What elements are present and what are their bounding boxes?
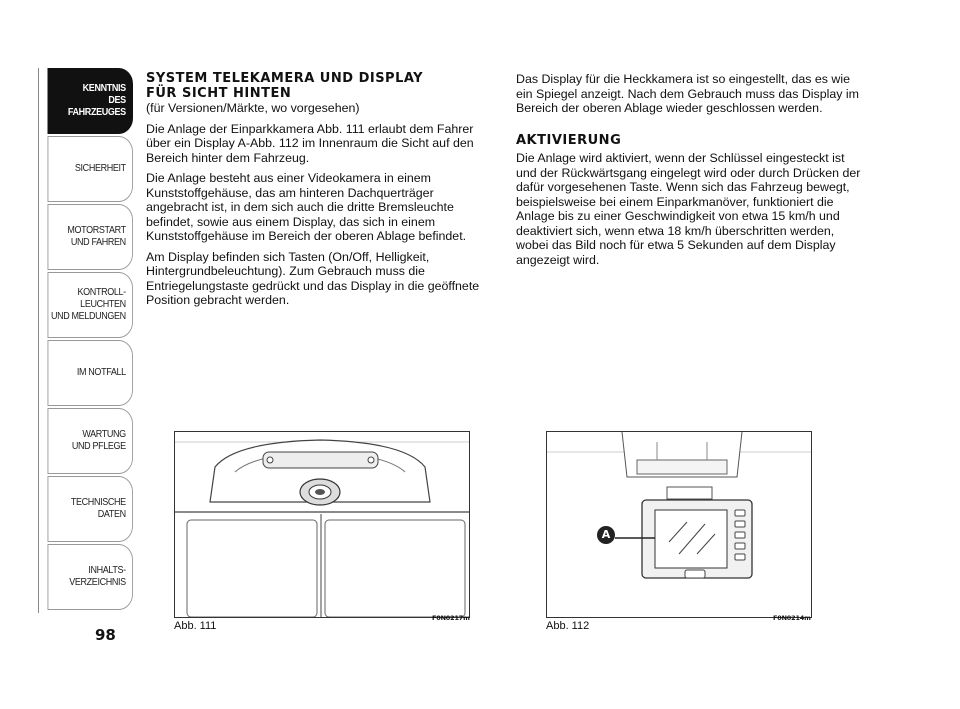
rear-camera-illustration	[175, 432, 469, 617]
figure-caption: Abb. 112	[546, 620, 590, 632]
section-heading: AKTIVIERUNG	[516, 132, 622, 148]
tab-technische-daten[interactable]: TECHNISCHE DATEN	[48, 476, 134, 542]
figure-caption: Abb. 111	[174, 620, 217, 632]
paragraph: Die Anlage der Einparkkamera Abb. 111 erlaubt dem Fahrer über ein Display A-Abb. 112 im Innenraum die Sicht auf den Bereich hinter dem Fahrzeug.	[146, 121, 474, 165]
tab-kenntnis[interactable]: KENNTNIS DES FAHRZEUGES	[48, 68, 134, 134]
right-column	[516, 72, 866, 273]
section-title-line2: FÜR SICHT HINTEN	[146, 85, 292, 101]
display-illustration	[547, 432, 811, 617]
tab-inhaltsverzeichnis[interactable]: INHALTS- VERZEICHNIS	[48, 544, 134, 610]
figure-display	[546, 431, 812, 618]
paragraph: Das Display für die Heckkamera ist so eingestellt, das es wie ein Spiegel anzeigt. Nach dem Gebrauch muss das Display im Bereich der oberen Ablage wieder geschlossen werden.	[516, 72, 859, 115]
callout-label-a: A	[597, 526, 615, 544]
section-subtitle: (für Versionen/Märkte, wo vorgesehen)	[146, 101, 360, 115]
tab-im-notfall[interactable]: IM NOTFALL	[48, 340, 134, 406]
paragraph: Am Display befinden sich Tasten (On/Off, Helligkeit, Hintergrundbeleuchtung). Zum Gebrauch muss die Entriegelungstaste gedrückt und das Display in die geöffnete Position gebracht werden.	[146, 249, 480, 307]
sidebar-rule	[38, 68, 39, 613]
figure-code: F0N0214m	[773, 614, 811, 622]
tab-sicherheit[interactable]: SICHERHEIT	[48, 136, 134, 202]
tab-kontrollleuchten[interactable]: KONTROLL- LEUCHTEN UND MELDUNGEN	[48, 272, 134, 338]
paragraph: Die Anlage besteht aus einer Videokamera in einem Kunststoffgehäuse, das am hinteren Dachquerträger angebracht ist, in dem sich auch die dritte Bremsleuchte befindet, sowie aus einem Display, das sich in einem Kunststoffgehäuse im Bereich der oberen Ablage befindet.	[146, 171, 467, 243]
tab-motorstart[interactable]: MOTORSTART UND FAHREN	[48, 204, 134, 270]
figure-rear-camera	[174, 431, 470, 618]
section-title-line1: SYSTEM TELEKAMERA UND DISPLAY	[146, 71, 424, 86]
figure-code: F0N0217m	[432, 614, 470, 622]
left-column	[146, 72, 498, 314]
paragraph: Die Anlage wird aktiviert, wenn der Schlüssel eingesteckt ist und der Rückwärtsgang eingelegt wird oder durch Drücken der dafür vorgesehenen Taste. Wenn sich das Fahrzeug bewegt, beispielsweise bei einem Einparkmanöver, funktioniert die Anlage bis zu einer Geschwindigkeit von etwa 15 km/h und deaktiviert sich, wenn etwa 18 km/h überschritten werden, wobei das Bild noch für etwa 5 Sekunden auf dem Display angezeigt wird.	[516, 151, 861, 267]
page-number: 98	[95, 626, 116, 644]
tab-wartung[interactable]: WARTUNG UND PFLEGE	[48, 408, 134, 474]
